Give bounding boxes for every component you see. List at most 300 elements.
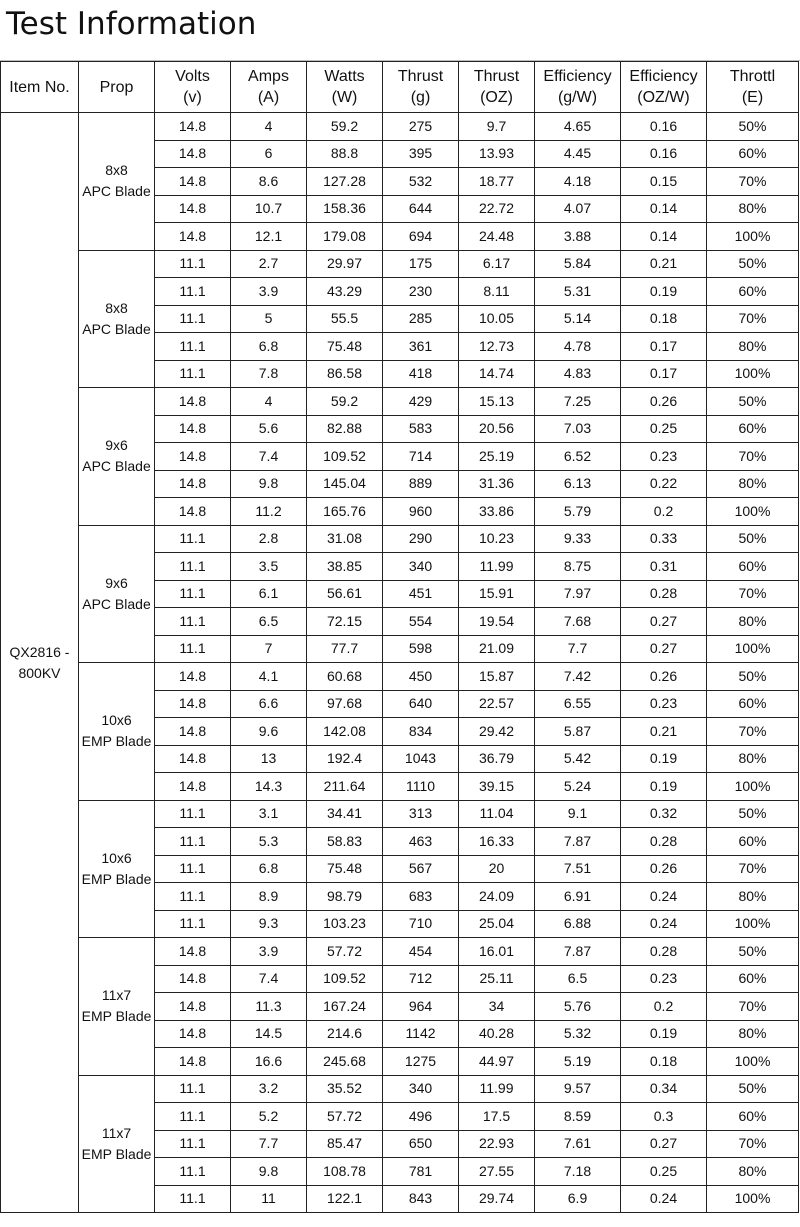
- prop-blade-type: EMP Blade: [81, 870, 152, 887]
- volts-cell: 14.8: [155, 168, 231, 196]
- amps-cell: 6.8: [231, 333, 307, 361]
- amps-cell: 6: [231, 140, 307, 168]
- efficiency-gw-cell: 5.19: [535, 1048, 621, 1076]
- amps-cell: 6.5: [231, 608, 307, 636]
- watts-cell: 167.24: [307, 993, 383, 1021]
- header-thrust-g: Thrust (g): [383, 62, 459, 113]
- watts-cell: 29.97: [307, 250, 383, 278]
- thrust-oz-cell: 25.19: [459, 443, 535, 471]
- efficiency-gw-cell: 4.45: [535, 140, 621, 168]
- volts-cell: 14.8: [155, 1020, 231, 1048]
- efficiency-gw-cell: 4.83: [535, 360, 621, 388]
- thrust-oz-cell: 13.93: [459, 140, 535, 168]
- watts-cell: 97.68: [307, 690, 383, 718]
- thrust-g-cell: 361: [383, 333, 459, 361]
- volts-cell: 14.8: [155, 443, 231, 471]
- prop-blade-type: EMP Blade: [81, 1145, 152, 1162]
- watts-cell: 59.2: [307, 388, 383, 416]
- throttle-cell: 100%: [707, 773, 799, 801]
- thrust-g-cell: 683: [383, 883, 459, 911]
- thrust-oz-cell: 12.73: [459, 333, 535, 361]
- efficiency-gw-cell: 5.79: [535, 498, 621, 526]
- prop-size: 9x6: [105, 437, 128, 454]
- thrust-oz-cell: 15.91: [459, 580, 535, 608]
- watts-cell: 211.64: [307, 773, 383, 801]
- amps-cell: 7.8: [231, 360, 307, 388]
- prop-cell: [79, 663, 155, 801]
- watts-cell: 59.2: [307, 113, 383, 141]
- volts-cell: 11.1: [155, 278, 231, 306]
- volts-cell: 11.1: [155, 635, 231, 663]
- efficiency-gw-cell: 8.59: [535, 1103, 621, 1131]
- volts-cell: 14.8: [155, 718, 231, 746]
- prop-cell: [79, 938, 155, 1076]
- prop-cell: [79, 113, 155, 251]
- efficiency-ozw-cell: 0.27: [621, 608, 707, 636]
- thrust-g-cell: 450: [383, 663, 459, 691]
- volts-cell: 14.8: [155, 965, 231, 993]
- efficiency-ozw-cell: 0.25: [621, 415, 707, 443]
- thrust-g-cell: 496: [383, 1103, 459, 1131]
- volts-cell: 14.8: [155, 415, 231, 443]
- thrust-oz-cell: 29.74: [459, 1185, 535, 1213]
- thrust-oz-cell: 24.48: [459, 223, 535, 251]
- efficiency-ozw-cell: 0.16: [621, 113, 707, 141]
- efficiency-ozw-cell: 0.21: [621, 250, 707, 278]
- efficiency-ozw-cell: 0.18: [621, 305, 707, 333]
- efficiency-gw-cell: 5.42: [535, 745, 621, 773]
- thrust-g-cell: 781: [383, 1158, 459, 1186]
- amps-cell: 14.3: [231, 773, 307, 801]
- amps-cell: 5: [231, 305, 307, 333]
- throttle-cell: 80%: [707, 470, 799, 498]
- volts-cell: 11.1: [155, 1075, 231, 1103]
- throttle-cell: 60%: [707, 278, 799, 306]
- efficiency-ozw-cell: 0.22: [621, 470, 707, 498]
- thrust-oz-cell: 11.99: [459, 553, 535, 581]
- throttle-cell: 80%: [707, 333, 799, 361]
- watts-cell: 142.08: [307, 718, 383, 746]
- table-row: [1, 800, 799, 828]
- throttle-cell: 50%: [707, 525, 799, 553]
- efficiency-ozw-cell: 0.25: [621, 1158, 707, 1186]
- thrust-g-cell: 463: [383, 828, 459, 856]
- efficiency-ozw-cell: 0.32: [621, 800, 707, 828]
- efficiency-gw-cell: 4.07: [535, 195, 621, 223]
- thrust-oz-cell: 14.74: [459, 360, 535, 388]
- throttle-cell: 100%: [707, 1185, 799, 1213]
- thrust-oz-cell: 44.97: [459, 1048, 535, 1076]
- watts-cell: 38.85: [307, 553, 383, 581]
- item-no-cell: [1, 113, 79, 1213]
- efficiency-ozw-cell: 0.21: [621, 718, 707, 746]
- throttle-cell: 100%: [707, 223, 799, 251]
- amps-cell: 2.8: [231, 525, 307, 553]
- throttle-cell: 50%: [707, 800, 799, 828]
- watts-cell: 77.7: [307, 635, 383, 663]
- thrust-g-cell: 960: [383, 498, 459, 526]
- efficiency-ozw-cell: 0.19: [621, 773, 707, 801]
- amps-cell: 6.1: [231, 580, 307, 608]
- thrust-g-cell: 285: [383, 305, 459, 333]
- amps-cell: 4.1: [231, 663, 307, 691]
- thrust-g-cell: 1275: [383, 1048, 459, 1076]
- test-info-table: [0, 61, 799, 1213]
- volts-cell: 11.1: [155, 1130, 231, 1158]
- thrust-g-cell: 175: [383, 250, 459, 278]
- watts-cell: 72.15: [307, 608, 383, 636]
- throttle-cell: 60%: [707, 828, 799, 856]
- amps-cell: 7.4: [231, 965, 307, 993]
- efficiency-ozw-cell: 0.33: [621, 525, 707, 553]
- table-row: [1, 663, 799, 691]
- efficiency-ozw-cell: 0.27: [621, 635, 707, 663]
- amps-cell: 3.9: [231, 938, 307, 966]
- thrust-oz-cell: 18.77: [459, 168, 535, 196]
- amps-cell: 13: [231, 745, 307, 773]
- volts-cell: 11.1: [155, 580, 231, 608]
- efficiency-gw-cell: 6.88: [535, 910, 621, 938]
- throttle-cell: 60%: [707, 415, 799, 443]
- volts-cell: 11.1: [155, 1185, 231, 1213]
- efficiency-ozw-cell: 0.19: [621, 278, 707, 306]
- throttle-cell: 50%: [707, 938, 799, 966]
- amps-cell: 6.8: [231, 855, 307, 883]
- efficiency-gw-cell: 5.14: [535, 305, 621, 333]
- thrust-g-cell: 1110: [383, 773, 459, 801]
- efficiency-ozw-cell: 0.15: [621, 168, 707, 196]
- efficiency-ozw-cell: 0.23: [621, 965, 707, 993]
- header-throttle: Throttl (E): [707, 62, 799, 113]
- amps-cell: 9.3: [231, 910, 307, 938]
- efficiency-ozw-cell: 0.16: [621, 140, 707, 168]
- watts-cell: 109.52: [307, 443, 383, 471]
- efficiency-ozw-cell: 0.24: [621, 1185, 707, 1213]
- amps-cell: 8.6: [231, 168, 307, 196]
- amps-cell: 10.7: [231, 195, 307, 223]
- thrust-oz-cell: 17.5: [459, 1103, 535, 1131]
- amps-cell: 9.8: [231, 470, 307, 498]
- efficiency-ozw-cell: 0.28: [621, 580, 707, 608]
- efficiency-ozw-cell: 0.3: [621, 1103, 707, 1131]
- watts-cell: 75.48: [307, 855, 383, 883]
- amps-cell: 6.6: [231, 690, 307, 718]
- thrust-g-cell: 889: [383, 470, 459, 498]
- item-no-line2: 800KV: [18, 664, 61, 681]
- prop-blade-type: APC Blade: [82, 595, 151, 612]
- thrust-g-cell: 395: [383, 140, 459, 168]
- table-row: [1, 938, 799, 966]
- volts-cell: 14.8: [155, 470, 231, 498]
- watts-cell: 86.58: [307, 360, 383, 388]
- header-item-no: Item No.: [1, 62, 79, 113]
- volts-cell: 11.1: [155, 360, 231, 388]
- thrust-g-cell: 640: [383, 690, 459, 718]
- throttle-cell: 80%: [707, 608, 799, 636]
- thrust-oz-cell: 21.09: [459, 635, 535, 663]
- throttle-cell: 70%: [707, 168, 799, 196]
- thrust-oz-cell: 40.28: [459, 1020, 535, 1048]
- thrust-g-cell: 964: [383, 993, 459, 1021]
- efficiency-gw-cell: 5.32: [535, 1020, 621, 1048]
- thrust-oz-cell: 6.17: [459, 250, 535, 278]
- thrust-g-cell: 843: [383, 1185, 459, 1213]
- volts-cell: 11.1: [155, 1103, 231, 1131]
- amps-cell: 11: [231, 1185, 307, 1213]
- amps-cell: 5.2: [231, 1103, 307, 1131]
- throttle-cell: 60%: [707, 553, 799, 581]
- volts-cell: 11.1: [155, 553, 231, 581]
- header-thrust-oz: Thrust (OZ): [459, 62, 535, 113]
- efficiency-gw-cell: 7.61: [535, 1130, 621, 1158]
- table-row: [1, 250, 799, 278]
- efficiency-ozw-cell: 0.24: [621, 910, 707, 938]
- efficiency-gw-cell: 5.84: [535, 250, 621, 278]
- efficiency-ozw-cell: 0.2: [621, 993, 707, 1021]
- volts-cell: 11.1: [155, 333, 231, 361]
- throttle-cell: 60%: [707, 140, 799, 168]
- amps-cell: 7.7: [231, 1130, 307, 1158]
- thrust-g-cell: 583: [383, 415, 459, 443]
- volts-cell: 11.1: [155, 800, 231, 828]
- thrust-g-cell: 834: [383, 718, 459, 746]
- volts-cell: 11.1: [155, 910, 231, 938]
- watts-cell: 98.79: [307, 883, 383, 911]
- watts-cell: 145.04: [307, 470, 383, 498]
- watts-cell: 34.41: [307, 800, 383, 828]
- efficiency-gw-cell: 6.52: [535, 443, 621, 471]
- thrust-oz-cell: 25.04: [459, 910, 535, 938]
- amps-cell: 8.9: [231, 883, 307, 911]
- volts-cell: 14.8: [155, 745, 231, 773]
- thrust-g-cell: 712: [383, 965, 459, 993]
- volts-cell: 11.1: [155, 828, 231, 856]
- efficiency-gw-cell: 9.57: [535, 1075, 621, 1103]
- volts-cell: 11.1: [155, 250, 231, 278]
- thrust-oz-cell: 22.72: [459, 195, 535, 223]
- thrust-oz-cell: 22.93: [459, 1130, 535, 1158]
- header-amps: Amps (A): [231, 62, 307, 113]
- thrust-g-cell: 275: [383, 113, 459, 141]
- prop-size: 9x6: [105, 574, 128, 591]
- amps-cell: 5.6: [231, 415, 307, 443]
- volts-cell: 14.8: [155, 663, 231, 691]
- watts-cell: 57.72: [307, 938, 383, 966]
- thrust-oz-cell: 29.42: [459, 718, 535, 746]
- thrust-g-cell: 313: [383, 800, 459, 828]
- header-row: [1, 62, 799, 113]
- watts-cell: 158.36: [307, 195, 383, 223]
- watts-cell: 245.68: [307, 1048, 383, 1076]
- volts-cell: 14.8: [155, 113, 231, 141]
- watts-cell: 56.61: [307, 580, 383, 608]
- watts-cell: 192.4: [307, 745, 383, 773]
- prop-size: 8x8: [105, 299, 128, 316]
- prop-blade-type: APC Blade: [82, 320, 151, 337]
- efficiency-ozw-cell: 0.2: [621, 498, 707, 526]
- efficiency-gw-cell: 6.5: [535, 965, 621, 993]
- table-row: [1, 525, 799, 553]
- throttle-cell: 80%: [707, 195, 799, 223]
- page-title: Test Information: [6, 6, 257, 42]
- prop-cell: [79, 1075, 155, 1213]
- item-no-line1: QX2816 -: [9, 643, 70, 660]
- watts-cell: 179.08: [307, 223, 383, 251]
- thrust-g-cell: 1142: [383, 1020, 459, 1048]
- efficiency-gw-cell: 7.97: [535, 580, 621, 608]
- thrust-oz-cell: 9.7: [459, 113, 535, 141]
- thrust-g-cell: 598: [383, 635, 459, 663]
- throttle-cell: 70%: [707, 993, 799, 1021]
- thrust-oz-cell: 11.04: [459, 800, 535, 828]
- thrust-g-cell: 429: [383, 388, 459, 416]
- watts-cell: 60.68: [307, 663, 383, 691]
- prop-size: 10x6: [101, 849, 132, 866]
- thrust-g-cell: 290: [383, 525, 459, 553]
- efficiency-gw-cell: 5.76: [535, 993, 621, 1021]
- throttle-cell: 100%: [707, 498, 799, 526]
- amps-cell: 9.6: [231, 718, 307, 746]
- efficiency-ozw-cell: 0.23: [621, 690, 707, 718]
- efficiency-gw-cell: 6.13: [535, 470, 621, 498]
- throttle-cell: 80%: [707, 1020, 799, 1048]
- prop-blade-type: EMP Blade: [81, 733, 152, 750]
- throttle-cell: 50%: [707, 250, 799, 278]
- throttle-cell: 100%: [707, 360, 799, 388]
- efficiency-ozw-cell: 0.14: [621, 195, 707, 223]
- prop-cell: [79, 250, 155, 388]
- throttle-cell: 80%: [707, 883, 799, 911]
- thrust-g-cell: 451: [383, 580, 459, 608]
- prop-cell: [79, 525, 155, 663]
- thrust-oz-cell: 15.13: [459, 388, 535, 416]
- throttle-cell: 70%: [707, 855, 799, 883]
- thrust-oz-cell: 11.99: [459, 1075, 535, 1103]
- thrust-g-cell: 650: [383, 1130, 459, 1158]
- prop-blade-type: EMP Blade: [81, 1008, 152, 1025]
- thrust-g-cell: 567: [383, 855, 459, 883]
- efficiency-gw-cell: 7.03: [535, 415, 621, 443]
- amps-cell: 3.2: [231, 1075, 307, 1103]
- volts-cell: 11.1: [155, 855, 231, 883]
- watts-cell: 88.8: [307, 140, 383, 168]
- thrust-oz-cell: 16.33: [459, 828, 535, 856]
- throttle-cell: 100%: [707, 635, 799, 663]
- throttle-cell: 50%: [707, 113, 799, 141]
- volts-cell: 11.1: [155, 608, 231, 636]
- thrust-g-cell: 418: [383, 360, 459, 388]
- efficiency-gw-cell: 5.31: [535, 278, 621, 306]
- efficiency-gw-cell: 7.51: [535, 855, 621, 883]
- efficiency-gw-cell: 6.9: [535, 1185, 621, 1213]
- throttle-cell: 70%: [707, 718, 799, 746]
- header-efficiency-ozw: Efficiency (OZ/W): [621, 62, 707, 113]
- thrust-g-cell: 454: [383, 938, 459, 966]
- efficiency-ozw-cell: 0.26: [621, 388, 707, 416]
- efficiency-gw-cell: 6.91: [535, 883, 621, 911]
- efficiency-ozw-cell: 0.14: [621, 223, 707, 251]
- thrust-oz-cell: 8.11: [459, 278, 535, 306]
- throttle-cell: 60%: [707, 690, 799, 718]
- thrust-oz-cell: 16.01: [459, 938, 535, 966]
- watts-cell: 82.88: [307, 415, 383, 443]
- watts-cell: 43.29: [307, 278, 383, 306]
- header-prop: Prop: [79, 62, 155, 113]
- amps-cell: 2.7: [231, 250, 307, 278]
- efficiency-ozw-cell: 0.31: [621, 553, 707, 581]
- table-row: [1, 113, 799, 141]
- header-efficiency-gw: Efficiency (g/W): [535, 62, 621, 113]
- amps-cell: 11.3: [231, 993, 307, 1021]
- thrust-oz-cell: 39.15: [459, 773, 535, 801]
- thrust-oz-cell: 20.56: [459, 415, 535, 443]
- volts-cell: 11.1: [155, 883, 231, 911]
- efficiency-gw-cell: 7.87: [535, 828, 621, 856]
- throttle-cell: 80%: [707, 745, 799, 773]
- watts-cell: 103.23: [307, 910, 383, 938]
- thrust-oz-cell: 36.79: [459, 745, 535, 773]
- volts-cell: 14.8: [155, 195, 231, 223]
- watts-cell: 55.5: [307, 305, 383, 333]
- amps-cell: 3.9: [231, 278, 307, 306]
- throttle-cell: 60%: [707, 1103, 799, 1131]
- amps-cell: 3.1: [231, 800, 307, 828]
- throttle-cell: 100%: [707, 1048, 799, 1076]
- header-watts: Watts (W): [307, 62, 383, 113]
- efficiency-ozw-cell: 0.23: [621, 443, 707, 471]
- amps-cell: 7: [231, 635, 307, 663]
- volts-cell: 11.1: [155, 525, 231, 553]
- throttle-cell: 100%: [707, 910, 799, 938]
- prop-size: 11x7: [101, 1124, 132, 1141]
- table-body: [1, 113, 799, 1213]
- thrust-oz-cell: 24.09: [459, 883, 535, 911]
- watts-cell: 58.83: [307, 828, 383, 856]
- thrust-oz-cell: 22.57: [459, 690, 535, 718]
- efficiency-gw-cell: 5.87: [535, 718, 621, 746]
- prop-cell: [79, 800, 155, 938]
- thrust-oz-cell: 15.87: [459, 663, 535, 691]
- throttle-cell: 70%: [707, 580, 799, 608]
- efficiency-gw-cell: 6.55: [535, 690, 621, 718]
- amps-cell: 4: [231, 388, 307, 416]
- watts-cell: 122.1: [307, 1185, 383, 1213]
- thrust-oz-cell: 20: [459, 855, 535, 883]
- table-row: [1, 1075, 799, 1103]
- header-volts: Volts (v): [155, 62, 231, 113]
- efficiency-gw-cell: 4.18: [535, 168, 621, 196]
- efficiency-gw-cell: 4.65: [535, 113, 621, 141]
- thrust-oz-cell: 34: [459, 993, 535, 1021]
- volts-cell: 14.8: [155, 223, 231, 251]
- efficiency-gw-cell: 7.87: [535, 938, 621, 966]
- efficiency-ozw-cell: 0.17: [621, 333, 707, 361]
- thrust-oz-cell: 10.23: [459, 525, 535, 553]
- watts-cell: 57.72: [307, 1103, 383, 1131]
- efficiency-ozw-cell: 0.26: [621, 855, 707, 883]
- efficiency-gw-cell: 9.33: [535, 525, 621, 553]
- thrust-g-cell: 554: [383, 608, 459, 636]
- thrust-g-cell: 710: [383, 910, 459, 938]
- amps-cell: 11.2: [231, 498, 307, 526]
- efficiency-ozw-cell: 0.28: [621, 938, 707, 966]
- amps-cell: 7.4: [231, 443, 307, 471]
- efficiency-ozw-cell: 0.19: [621, 1020, 707, 1048]
- efficiency-gw-cell: 9.1: [535, 800, 621, 828]
- volts-cell: 14.8: [155, 690, 231, 718]
- thrust-oz-cell: 27.55: [459, 1158, 535, 1186]
- efficiency-ozw-cell: 0.34: [621, 1075, 707, 1103]
